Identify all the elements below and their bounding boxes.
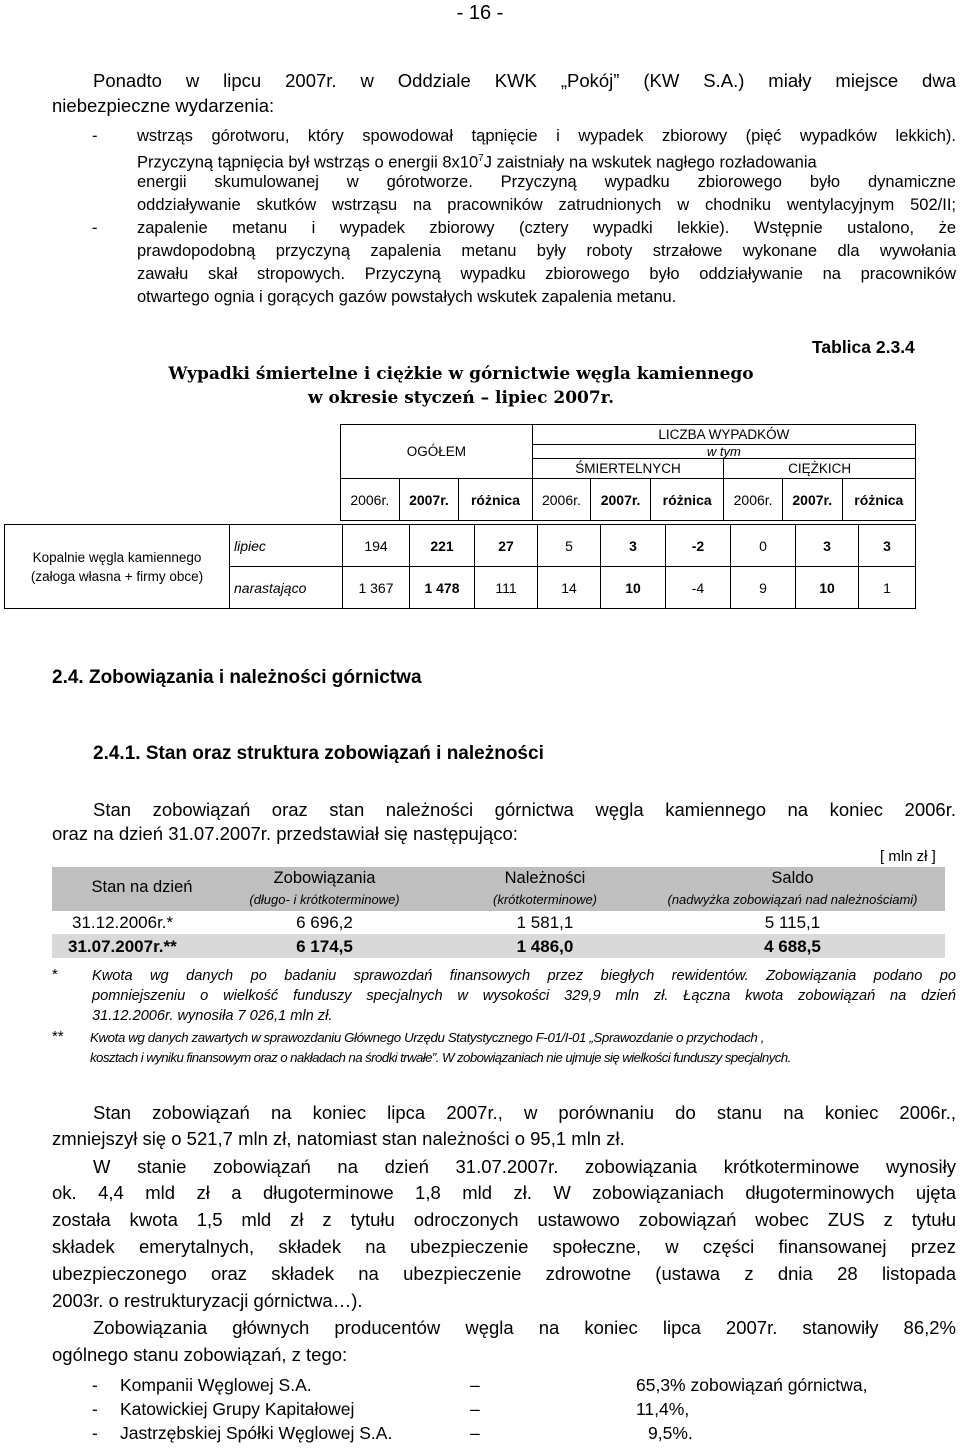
row-group-label-2: (załoga własna + firmy obce) (30, 568, 204, 584)
event1-line-3: energii skumulowanej w górotworze. Przyczyną wypadku zbiorowego było dynamiczne (137, 173, 956, 191)
cell-value: 111 (475, 567, 538, 609)
col-total-header: OGÓŁEM (341, 425, 533, 479)
end-line-5: została kwota 1,5 mld zł z tytułu odroczonych ustawowo zobowiązań wobec ZUS z tytułu (52, 1209, 956, 1230)
page-number: - 16 - (456, 2, 504, 24)
cell-value: 3 (859, 525, 916, 567)
section-heading-2-4-1: 2.4.1. Stan oraz struktura zobowiązań i należności (93, 743, 544, 764)
footnote-1-line-1: Kwota wg danych po badaniu sprawozdań finansowych przez biegłych rewidentów. Zobowiązania podano po (92, 968, 956, 984)
end-line-7: ubezpieczonego oraz składek na ubezpieczenie zdrowotne (ustawa z dnia 28 listopada (52, 1263, 956, 1284)
event2-line-4: otwartego ognia i gorących gazów powstałych wskutek zapalenia metanu. (137, 288, 677, 306)
list-item-dash: - (92, 1423, 98, 1443)
table1-title-line-2: w okresie styczeń – lipiec 2007r. (308, 388, 614, 408)
end-line-10: ogólnego stanu zobowiązań, z tego: (52, 1344, 348, 1365)
cell-value: 27 (475, 525, 538, 567)
footnote-1-mark: * (52, 966, 58, 983)
cell-value: 194 (343, 525, 410, 567)
sub-header: różnica (459, 479, 532, 521)
sub-header: 2006r. (341, 479, 400, 521)
cell-value: 3 (796, 525, 859, 567)
col-serious-header: CIĘŻKICH (724, 459, 916, 479)
footnote-2-mark: ** (52, 1028, 64, 1045)
row-date: 31.12.2006r.* (72, 913, 174, 932)
state-line-2: oraz na dzień 31.07.2007r. przedstawiał się następująco: (52, 823, 518, 844)
row-balance: 4 688,5 (764, 937, 821, 956)
row-label-lipiec: lipiec (230, 525, 343, 567)
list-item-name: Jastrzębskiej Spółki Węglowej S.A. (120, 1423, 393, 1443)
sub-header: 2006r. (724, 479, 783, 521)
event1-line-1: wstrząs górotworu, który spowodował tąpnięcie i wypadek zbiorowy (pięć wypadków lekkich). (137, 127, 956, 145)
accidents-table (340, 424, 916, 521)
header-liabilities-sub: (długo- i krótkoterminowe) (249, 892, 400, 907)
cell-value: 5 (538, 525, 601, 567)
end-line-6: składek emerytalnych, składek na ubezpieczenie społeczne, w części finansowanej przez (52, 1236, 956, 1257)
cell-value: 3 (601, 525, 666, 567)
table2-unit: [ mln zł ] (880, 848, 936, 865)
event1-dash: - (92, 127, 98, 145)
footnote-2-line-2: kosztach i wyniku finansowym oraz o nakładach na środki trwałe”. W zobowiązaniach nie ujmuje się wielkości funduszy specjalnych. (90, 1050, 791, 1065)
row-receivables: 1 486,0 (516, 937, 574, 956)
header-receivables: Należności (504, 869, 586, 887)
sub-header: 2006r. (532, 479, 591, 521)
cell-value: 1 478 (410, 567, 475, 609)
end-line-8: 2003r. o restrukturyzacji górnictwa…). (52, 1290, 363, 1311)
cell-value: -4 (666, 567, 731, 609)
row-label-narastajaco: narastająco (230, 567, 343, 609)
end-line-9: Zobowiązania głównych producentów węgla na koniec lipca 2007r. stanowiły 86,2% (93, 1317, 956, 1338)
list-item-value: 9,5%. (648, 1423, 693, 1443)
row-liabilities: 6 696,2 (296, 913, 353, 932)
list-item-value: 65,3% zobowiązań górnictwa, (636, 1375, 868, 1395)
end-line-4: ok. 4,4 mld zł a długoterminowe 1,8 mld zł. W zobowiązaniach długoterminowych ujęta (52, 1182, 956, 1203)
cell-value: 9 (731, 567, 796, 609)
end-line-3: W stanie zobowiązań na dzień 31.07.2007r. zobowiązania krótkoterminowe wynosiły (93, 1156, 956, 1177)
event1-line-2 (137, 148, 956, 174)
header-receivables-sub: (krótkoterminowe) (492, 892, 598, 907)
event2-line-2: prawdopodobną przyczyną zapalenia metanu były roboty strzałowe wykonane dla wywołania (137, 242, 956, 260)
end-line-1: Stan zobowiązań na koniec lipca 2007r., w porównaniu do stanu na koniec 2006r., (93, 1102, 956, 1123)
event2-line-3: zawału skał stropowych. Przyczyną wypadku zbiorowego było oddziaływanie na pracowników (137, 265, 956, 283)
group-header: LICZBA WYPADKÓW (532, 425, 915, 445)
state-line-1: Stan zobowiązań oraz stan należności górnictwa węgla kamiennego na koniec 2006r. (93, 799, 956, 820)
event2-dash: - (92, 219, 98, 237)
of-which-label: w tym (532, 445, 915, 459)
list-item-name: Katowickiej Grupy Kapitałowej (120, 1399, 355, 1419)
cell-value: 10 (601, 567, 666, 609)
sub-header: 2007r. (399, 479, 459, 521)
cell-value: 0 (731, 525, 796, 567)
row-balance: 5 115,1 (764, 913, 821, 932)
header-balance: Saldo (771, 869, 814, 887)
cell-value: -2 (666, 525, 731, 567)
event1-line-2b: J zaistniały na wskutek nagłego rozładowania (483, 153, 817, 172)
row-group-label-1: Kopalnie węgla kamiennego (32, 549, 202, 565)
footnote-1-line-2: pomniejszeniu o wielkość funduszy specjalnych w wysokości 329,9 mln zł. Łączna kwota zobowiązań na dzień (92, 988, 956, 1004)
header-date: Stan na dzień (91, 878, 193, 896)
cell-value: 1 367 (343, 567, 410, 609)
cell-value: 14 (538, 567, 601, 609)
cell-value: 1 (859, 567, 916, 609)
header-balance-sub: (nadwyżka zobowiązań nad należnościami) (667, 892, 918, 907)
event1-line-2a: Przyczyną tąpnięcia był wstrząs o energii 8x10 (137, 153, 479, 172)
row-receivables: 1 581,1 (516, 913, 574, 932)
row-group-label (5, 525, 230, 609)
list-item-value: 11,4%, (636, 1399, 690, 1419)
event1-line-4: oddziaływanie skutków wstrząsu na pracowników zatrudnionych w chodniku wentylacyjnym 502/II; (137, 196, 956, 214)
list-item-name: Kompanii Węglowej S.A. (120, 1375, 312, 1395)
list-item-dash: - (92, 1399, 98, 1419)
intro-line-2: niebezpieczne wydarzenia: (52, 95, 275, 116)
footnote-2-line-1: Kwota wg danych zawartych w sprawozdaniu Głównego Urzędu Statystycznego F-01/I-01 „Sprawozdanie o przychodach , (90, 1030, 764, 1045)
table1-label: Tablica 2.3.4 (812, 337, 915, 357)
section-heading-2-4: 2.4. Zobowiązania i należności górnictwa (52, 667, 422, 688)
list-item-separator: – (470, 1399, 480, 1419)
event2-line-1: zapalenie metanu i wypadek zbiorowy (cztery wypadki lekkie). Wstępnie ustalono, że (137, 219, 956, 237)
event1-exponent: 7 (478, 153, 484, 164)
cell-value: 10 (796, 567, 859, 609)
end-line-2: zmniejszył się o 521,7 mln zł, natomiast stan należności o 95,1 mln zł. (52, 1128, 625, 1149)
intro-line-1: Ponadto w lipcu 2007r. w Oddziale KWK „Pokój” (KW S.A.) miały miejsce dwa (93, 70, 956, 91)
table1-title-line-1: Wypadki śmiertelne i ciężkie w górnictwie węgla kamiennego (168, 364, 754, 384)
sub-header: 2007r. (782, 479, 842, 521)
sub-header: różnica (650, 479, 723, 521)
header-liabilities: Zobowiązania (273, 869, 376, 887)
footnote-1-line-3: 31.12.2006r. wynosiła 7 026,1 mln zł. (92, 1008, 333, 1024)
row-date: 31.07.2007r.** (68, 937, 177, 956)
row-liabilities: 6 174,5 (296, 937, 353, 956)
producers-list (0, 1375, 960, 1450)
list-item-dash: - (92, 1375, 98, 1395)
list-item-separator: – (470, 1423, 480, 1443)
cell-value: 221 (410, 525, 475, 567)
col-fatal-header: ŚMIERTELNYCH (532, 459, 724, 479)
sub-header: różnica (842, 479, 915, 521)
sub-header: 2007r. (591, 479, 651, 521)
accidents-data (4, 524, 916, 609)
list-item-separator: – (470, 1375, 480, 1395)
